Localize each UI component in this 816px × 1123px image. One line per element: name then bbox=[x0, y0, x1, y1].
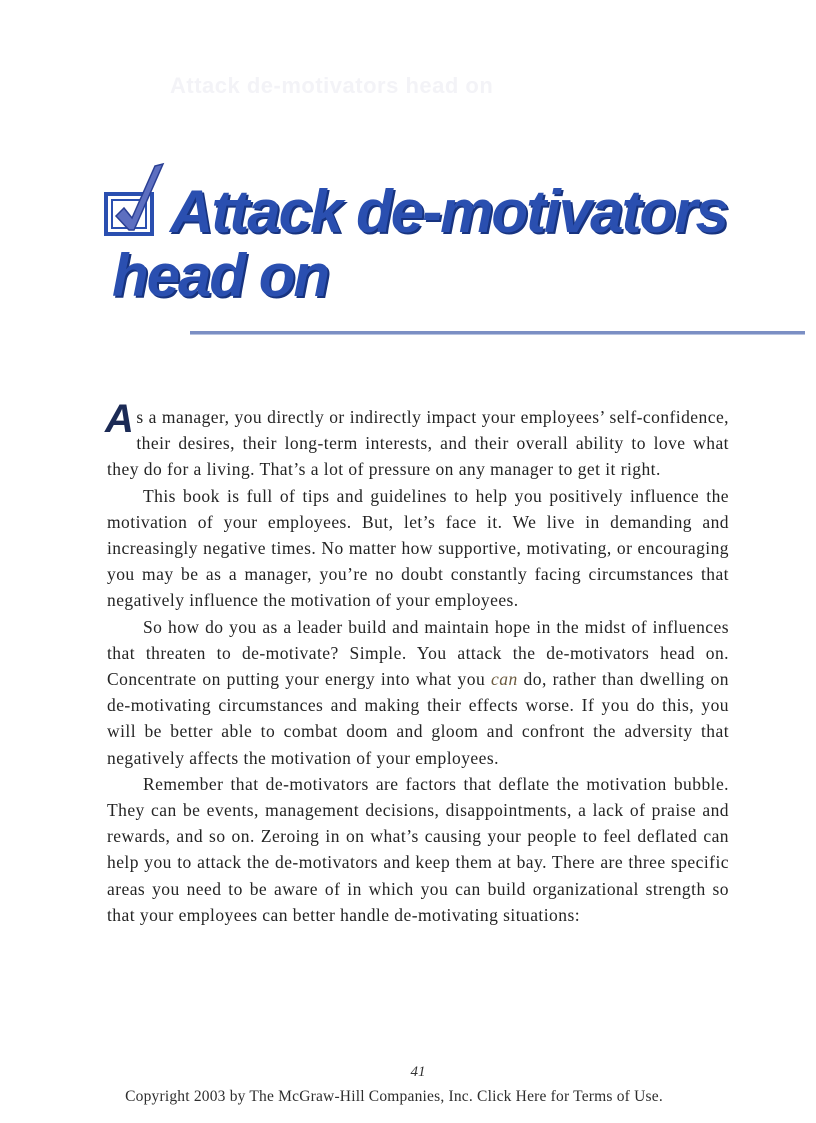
body-text bbox=[105, 397, 729, 928]
chapter-title-line-2: head on bbox=[112, 242, 329, 309]
page-number: 41 bbox=[410, 1064, 426, 1080]
paragraph-3-text-a: So how do you as a leader build and maintain hope in the midst of influences that threaten to de-motivate? Simple. You attack the de-motivators head on. Concentrate on putting your energy into what you bbox=[107, 616, 729, 690]
title-divider bbox=[190, 331, 805, 335]
chapter-title bbox=[112, 180, 792, 308]
copyright-link[interactable]: Copyright 2003 by The McGraw-Hill Companies, Inc. Click Here for Terms of Use. bbox=[125, 1088, 663, 1105]
paragraph-3 bbox=[107, 614, 729, 771]
running-head: Attack de-motivators head on bbox=[170, 73, 494, 98]
emphasis-can: can bbox=[491, 669, 518, 690]
paragraph-4: Remember that de-motivators are factors that deflate the motivation bubble. They can be events, management decisions, disappointments, a lack of praise and rewards, and so on. Zeroing in on what’s causing your people to feel deflated can help you to attack the de-motivators and keep them at bay. There are three specific areas you need to be aware of in which you can build organizational strength so that your employees can better handle de-motivating situations: bbox=[107, 773, 729, 925]
paragraph-1 bbox=[105, 397, 729, 483]
chapter-title-line-1: Attack de-motivators bbox=[170, 178, 727, 245]
paragraph-2: This book is full of tips and guidelines to help you positively influence the motivation of your employees. But, let’s face it. We live in demanding and increasingly negative times. No matter how supportive, motivating, or encouraging you may be as a manager, you’re no doubt constantly facing circumstances that negatively influence the motivation of your employees. bbox=[107, 485, 729, 611]
drop-cap: A bbox=[105, 397, 135, 441]
paragraph-1-text: s a manager, you directly or indirectly impact your employees’ self-confidence, their desires, their long-term interests, and their overall ability to love what they do for a living. That’s a lot of pressure on any manager to get it right. bbox=[107, 407, 729, 480]
paragraph-3-text-b: do, rather than dwelling on de-motivating circumstances and making their effects worse. If you do this, you will be better able to combat doom and gloom and confront the adversity that negatively affects the motivation of your employees. bbox=[107, 669, 729, 768]
